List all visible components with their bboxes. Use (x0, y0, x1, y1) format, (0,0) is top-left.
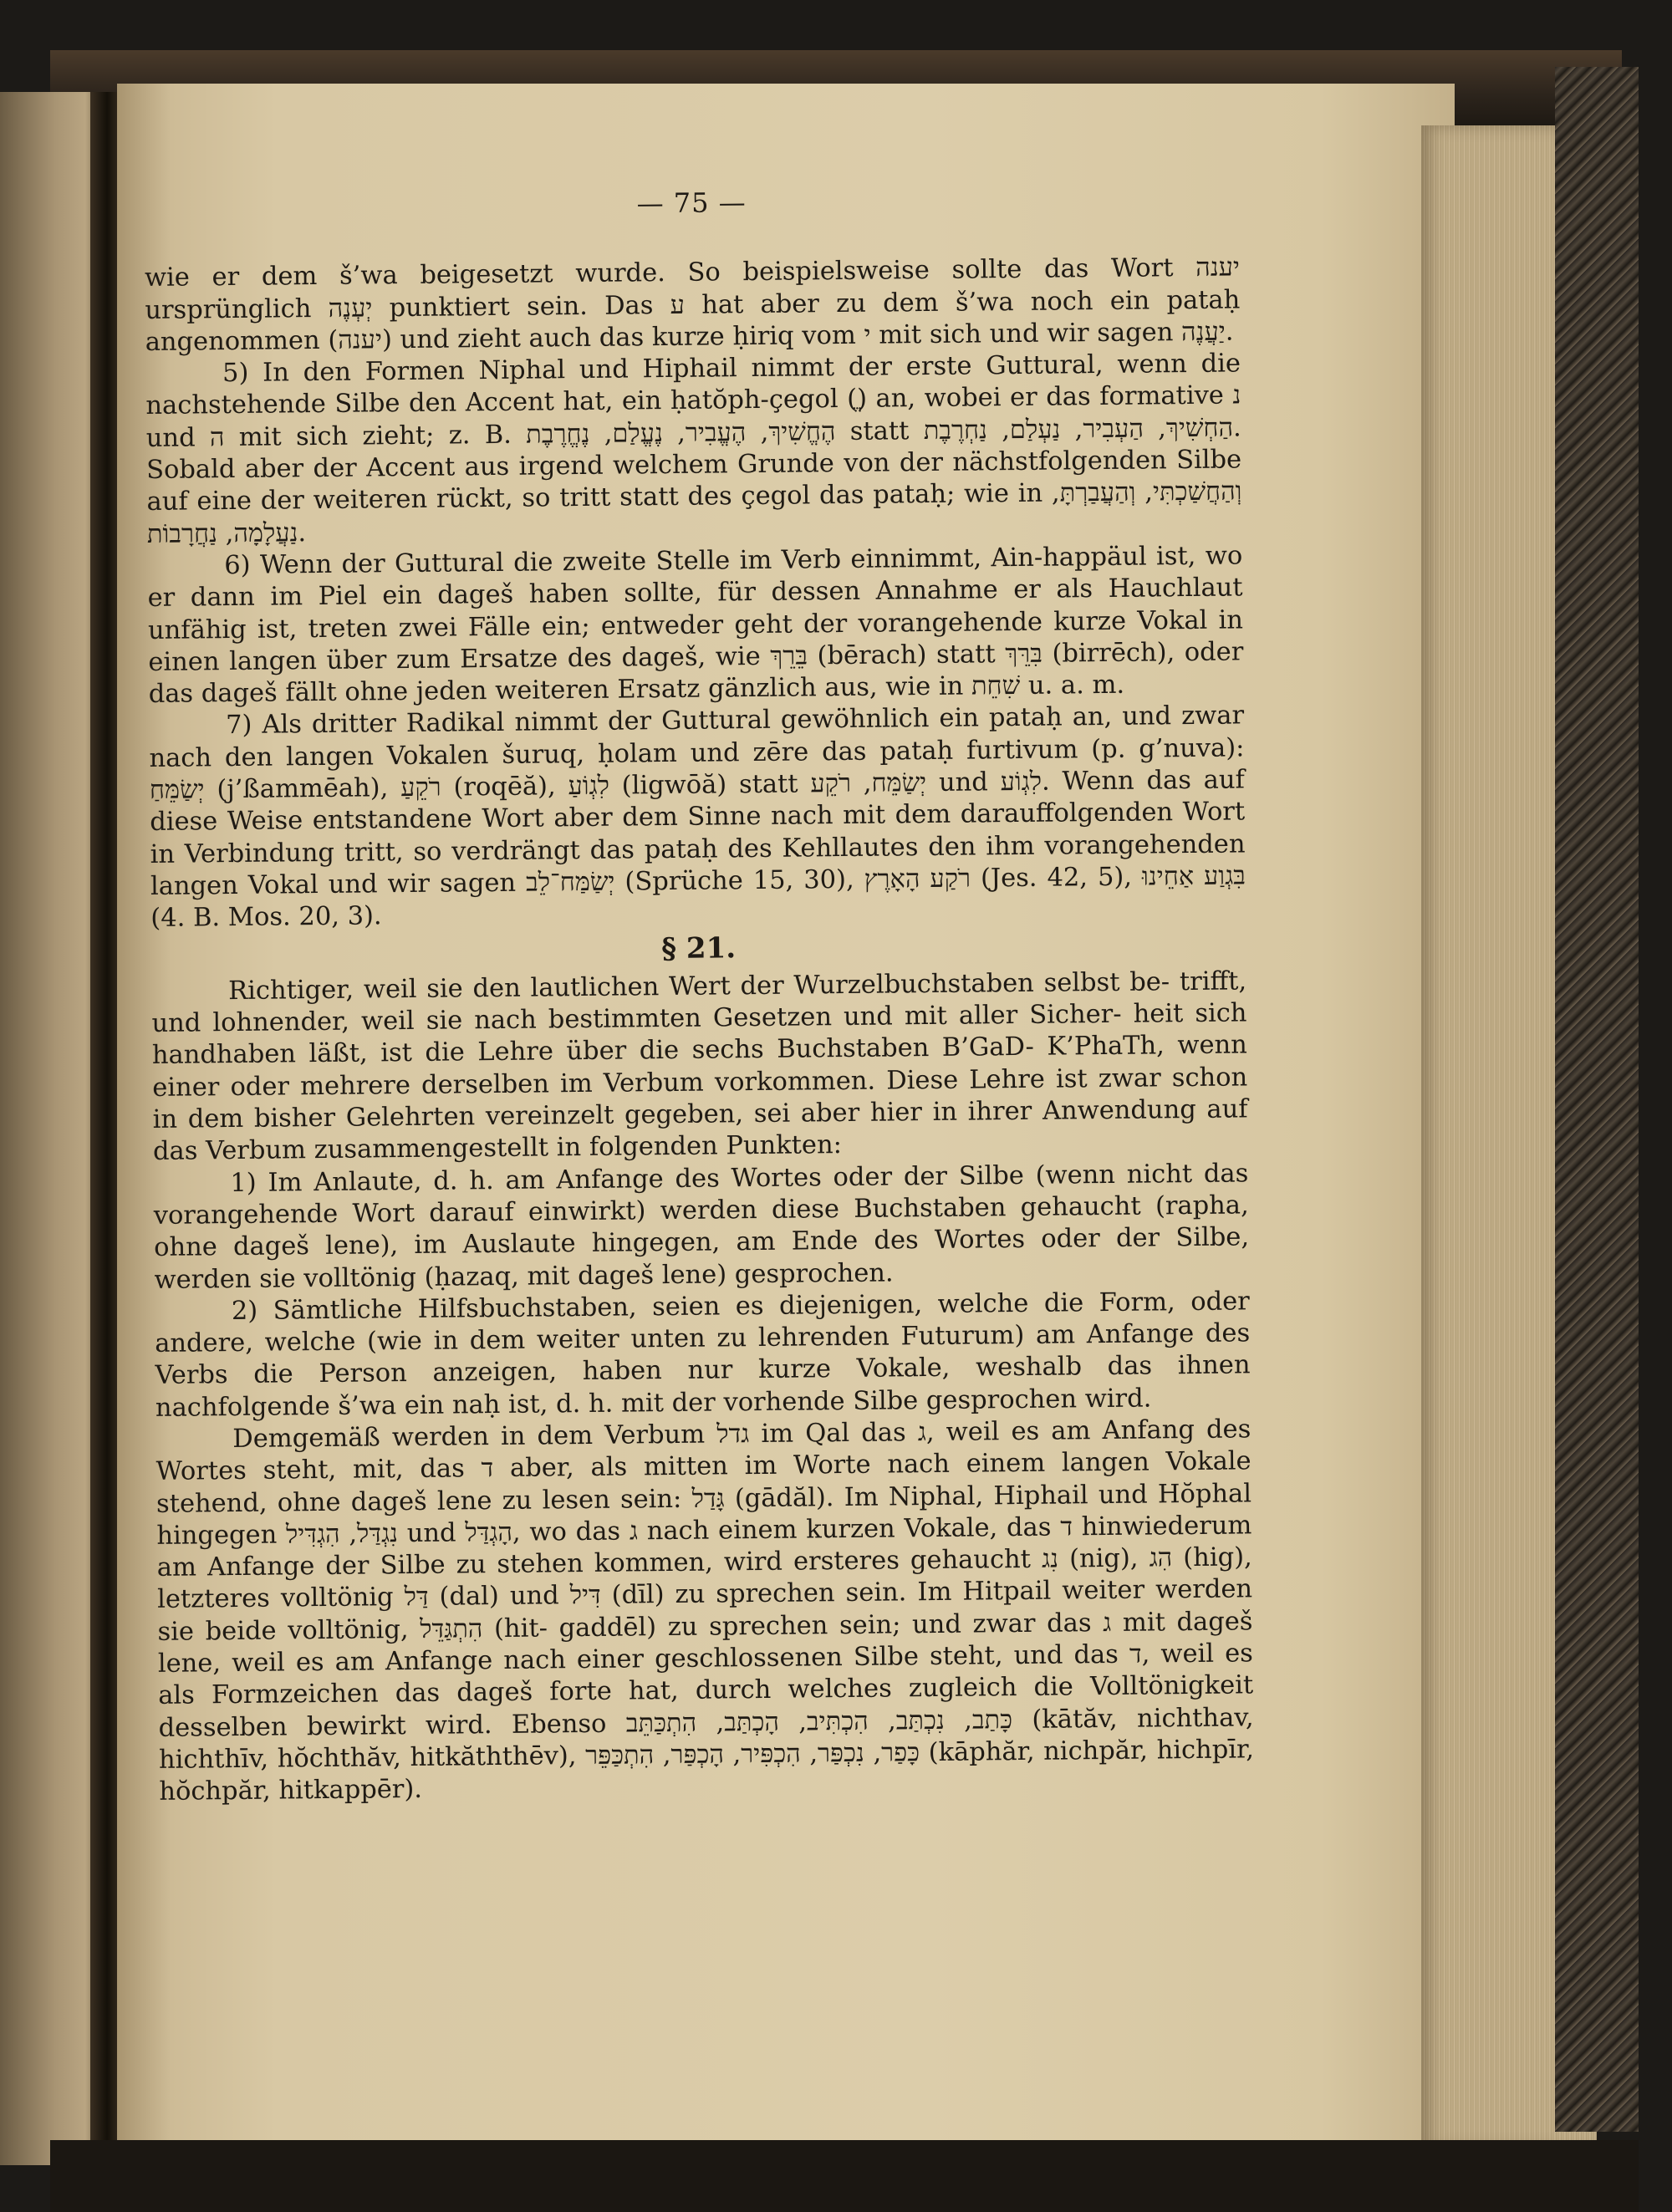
text-line: ist, wo er dann im Piel ein dageš haben sollte, für dessen Annahme er als (147, 541, 1243, 614)
paragraph (145, 349, 1242, 551)
page-number: — 75 — (636, 186, 747, 220)
text-line: wie er dem š’wa beigesetzt wurde. So beispielsweise sollte das Wort יענה (144, 252, 1241, 293)
paragraph (153, 1158, 1249, 1297)
text-line: K’PhaTh, wenn einer oder mehrere derselben im Verbum vorkommen. Diese (152, 1030, 1248, 1103)
text-line: 2) Sämtliche Hilfsbuchstaben, seien es diejenigen, welche die Form, oder (231, 1287, 1250, 1326)
book-cover-bottom (50, 2140, 1639, 2212)
paragraph (149, 701, 1246, 935)
text-line: 5) In den Formen Niphal und Hiphail nimmt der erste Guttural, wenn (222, 349, 1188, 389)
text-line: Lehre ist zwar schon in dem bisher Gelehrten vereinzelt gegeben, sei aber hier (152, 1063, 1248, 1134)
text-line: heit sich handhaben läßt, ist die Lehre über die sechs Buchstaben B’GaD- (151, 998, 1247, 1071)
text-block-bottom (151, 966, 1254, 1808)
paragraph (151, 966, 1248, 1168)
paragraph (155, 1286, 1251, 1425)
text-line: zwar nach den langen Vokalen šuruq, ḥolam und zēre das pataḥ furtivum (149, 701, 1245, 773)
text-line: Demgemäß werden in dem Verbum גדל im Qal das ג, weil es am Anfang (232, 1414, 1195, 1455)
text-line: trifft, und lohnender, weil sie nach bestimmten Gesetzen und mit aller Sicher- (151, 966, 1247, 1039)
text-line: wird. Ebenso כָּתַב, נִכְתַּב, הִכְתִּיב, הָכְתַּב, הִתְכַּתֵּב (kātăv, nichthav, hichthīv, (158, 1702, 1254, 1775)
text-line: רֹקֵע und לִגְוֹע. Wenn das auf diese Weise entstandene Wort aber dem Sinne (150, 765, 1245, 838)
text-line: יְשַׂמַּח־לֵב (Sprüche 15, 30), רֹקַע הָאָרֶץ (Jes. 42, 5), בִּגְוַע אַחֵינוּ (4. B. Mos. 20, 3). (150, 861, 1246, 934)
text-line: Hauchlaut unfähig ist, treten zwei Fälle ein; entweder geht der vorangehende (147, 573, 1243, 645)
text-line: des Wortes steht, mit, das ד aber, als mitten im Worte nach einem langen (155, 1414, 1251, 1487)
text-line: nachfolgende š’wa ein naḥ ist, d. h. mit der vorhende Silbe gesprochen wird. (155, 1384, 1152, 1423)
text-line: Vokale stehend, ohne dageš lene zu lesen sein: גָּדַל (gādăl). Im Niphal, Hiphail (155, 1446, 1251, 1519)
paragraph (145, 252, 1241, 359)
text-line: 6) Wenn der Guttural die zweite Stelle im Verb einnimmt, Ain-happäul (224, 542, 1147, 581)
paragraph (147, 540, 1244, 711)
text-line: gaddēl) zu sprechen sein; und zwar das ג mit dageš lene, weil es am Anfange (157, 1607, 1253, 1679)
text-line: statt des çegol das pataḥ; wie in וְהַחֲשַׁכְתִּי, וְהַעֲבַרְתָּ, נַעֲלָמָה, נַחֲרָבוֹת. (146, 477, 1242, 549)
text-line: nach einer geschlossenen Silbe steht, und das ד, weil es als Formzeichen das (158, 1639, 1254, 1711)
text-line: aus, wie in שִׁחֵת u. a. m. (824, 670, 1125, 703)
book-cover-right (1555, 67, 1639, 2132)
text-line: הַחְשִׁיךְ, הַעְבִיר, נַעְלַם, נַחְרֶבֶת. Sobald aber der Accent aus irgend welchem (146, 413, 1241, 486)
left-page-edge (0, 92, 100, 2165)
text-line: 1) Im Anlaute, d. h. am Anfange des Wortes oder der Silbe (wenn nicht (230, 1159, 1193, 1198)
text-line: das vorangehende Wort darauf einwirkt) werden diese Buchstaben gehaucht (153, 1158, 1249, 1231)
text-line: hŏchpăr, hitkappēr). (159, 1775, 423, 1807)
text-line: 7) Als dritter Radikal nimmt der Guttural gewöhnlich ein pataḥ an, und (225, 701, 1172, 741)
text-line: die nachstehende Silbe den Accent hat, ein ḥatŏph-çegol (ֱ) an, wobei er das (145, 349, 1241, 421)
text-line: in ihrer Anwendung auf das Verbum zusammengestellt in folgenden Punkten: (152, 1094, 1248, 1167)
text-line: Grunde von der nächstfolgenden Silbe auf eine der weiteren rückt, so tritt (146, 445, 1242, 517)
text-line: ersteres gehaucht נִג (nig), הִג (hig), letzteres volltönig דַּל (dal) und דִּיל (dīl) (156, 1542, 1252, 1615)
text-line: formative נ und ה mit sich zieht; z. B. הֶחֱשִׁיךְ, הֶעֱבִיר, נֶעֱלַם, נֶחֱרֶבֶת statt (145, 380, 1241, 453)
text-line: andere, welche (wie in dem weiter unten zu lehrenden Futurum) am Anfange (155, 1319, 1195, 1359)
text-line: pataḥ des Kehllautes den ihm vorangehenden langen Vokal und wir sagen (150, 829, 1246, 901)
text-line: des Verbs die Person anzeigen, haben nur kurze Vokale, weshalb das ihnen (155, 1318, 1251, 1391)
text-line: statt בִּרֵּךְ (birrēch), oder das dageš fällt ohne jeden weiteren Ersatz gänzlich (148, 637, 1244, 710)
text-line: pataḥ angenommen (יענה) und zieht auch das kurze ḥiriq vom י mit sich (145, 285, 1241, 357)
text-line: (rapha, ohne dageš lene), im Auslaute hingegen, am Ende des Wortes oder (153, 1190, 1249, 1263)
text-line: hŏchthăv, hitkăththēv), כָּפַר, נִכְפַּר, הִכְפִּיר, הָכְפַּר, הִתְכַּפֵּר (kāphăr, nichpăr, hichpīr, (277, 1735, 1255, 1774)
text-line: (p. g’nuva): יְשַׂמֵּחַ (j’ßammēah), רֹקֵעַ (roqēă), לִגְוֹעַ (ligwōă) statt יְשַׂמֵּח, (149, 733, 1245, 806)
text-line: zu sprechen sein. Im Hitpail weiter werden sie beide volltönig, הִתְגַּדֵּל (hit- (157, 1574, 1253, 1647)
text-line: Vokale, das ד hinwiederum am Anfange der Silbe zu stehen kommen, wird (156, 1511, 1252, 1583)
text-line: der Silbe, werden sie volltönig (ḥazaq, mit dageš lene) gesprochen. (154, 1222, 1250, 1295)
text-block-top (145, 252, 1246, 935)
page-text (144, 181, 1255, 1808)
text-line: nach mit dem darauffolgenden Wort in Verbindung tritt, so verdrängt das (150, 797, 1246, 869)
text-line: Richtiger, weil sie den lautlichen Wert der Wurzelbuchstaben selbst be- (228, 967, 1170, 1006)
paragraph (155, 1414, 1254, 1808)
text-line: kurze Vokal in einen langen über zum Ersatze des dageš, wie בֵּרֵךְ (bērach) (148, 604, 1244, 677)
text-line: und wir sagen יַעֲנֶה. (989, 317, 1234, 349)
text-line: und Hŏphal hingegen נִגְדַּל, הִגְדִּיל und הָגְדַּל, wo das ג nach einem kurzen (156, 1478, 1252, 1551)
section-heading: § 21. (661, 930, 737, 966)
text-line: dageš forte hat, durch welches zugleich die Volltönigkeit desselben bewirkt (158, 1670, 1254, 1743)
text-line: ursprünglich יְעְנֶה punktiert sein. Das ע hat aber zu dem š’wa noch ein (145, 286, 1150, 325)
